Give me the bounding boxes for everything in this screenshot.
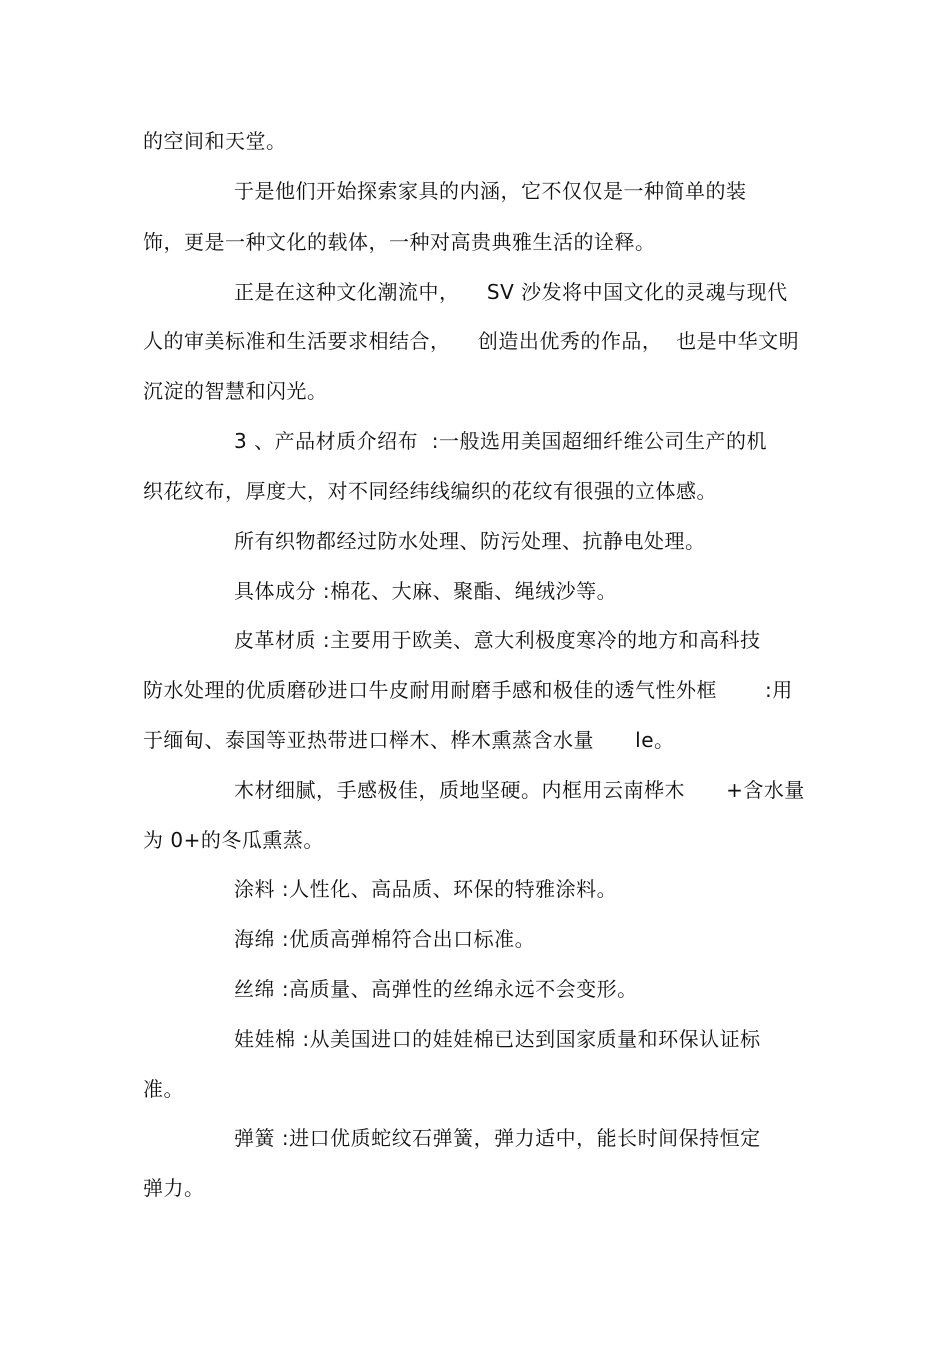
text-line: 防水处理的优质磨砂进口牛皮耐用耐磨手感和极佳的透气性外框 :用 <box>143 678 793 702</box>
text-line: 所有织物都经过防水处理、防污处理、抗静电处理。 <box>234 529 706 553</box>
text-line: 人的审美标准和生活要求相结合， 创造出优秀的作品， 也是中华文明 <box>143 329 800 353</box>
text-line: 丝绵 :高质量、高弹性的丝绵永远不会变形。 <box>234 977 638 1001</box>
text-line: 饰，更是一种文化的载体，一种对高贵典雅生活的诠释。 <box>143 230 656 254</box>
text-line: 的空间和天堂。 <box>143 129 287 153</box>
text-line: 皮革材质 :主要用于欧美、意大利极度寒冷的地方和高科技 <box>234 628 761 652</box>
text-line: 娃娃棉 :从美国进口的娃娃棉已达到国家质量和环保认证标 <box>234 1027 761 1051</box>
text-line: 木材细腻，手感极佳，质地坚硬。内框用云南桦木 +含水量 <box>234 778 805 802</box>
text-line: 正是在这种文化潮流中， SV 沙发将中国文化的灵魂与现代 <box>234 280 788 304</box>
text-line: 具体成分 :棉花、大麻、聚酯、绳绒沙等。 <box>234 579 618 603</box>
text-line: 织花纹布，厚度大，对不同经纬线编织的花纹有很强的立体感。 <box>143 479 717 503</box>
text-line: 弹簧 :进口优质蛇纹石弹簧，弹力适中，能长时间保持恒定 <box>234 1126 761 1150</box>
text-line: 3 、产品材质介绍布 :一般选用美国超细纤维公司生产的机 <box>234 429 768 453</box>
text-line: 沉淀的智慧和闪光。 <box>143 379 328 403</box>
text-line: 准。 <box>143 1077 184 1101</box>
text-line: 弹力。 <box>143 1176 205 1200</box>
text-line: 为 0+的冬瓜熏蒸。 <box>143 828 324 852</box>
text-line: 于缅甸、泰国等亚热带进口榉木、桦木熏蒸含水量 le。 <box>143 728 675 752</box>
text-line: 涂料 :人性化、高品质、环保的特雅涂料。 <box>234 877 618 901</box>
text-line: 海绵 :优质高弹棉符合出口标准。 <box>234 927 536 951</box>
text-line: 于是他们开始探索家具的内涵，它不仅仅是一种简单的装 <box>234 179 747 203</box>
